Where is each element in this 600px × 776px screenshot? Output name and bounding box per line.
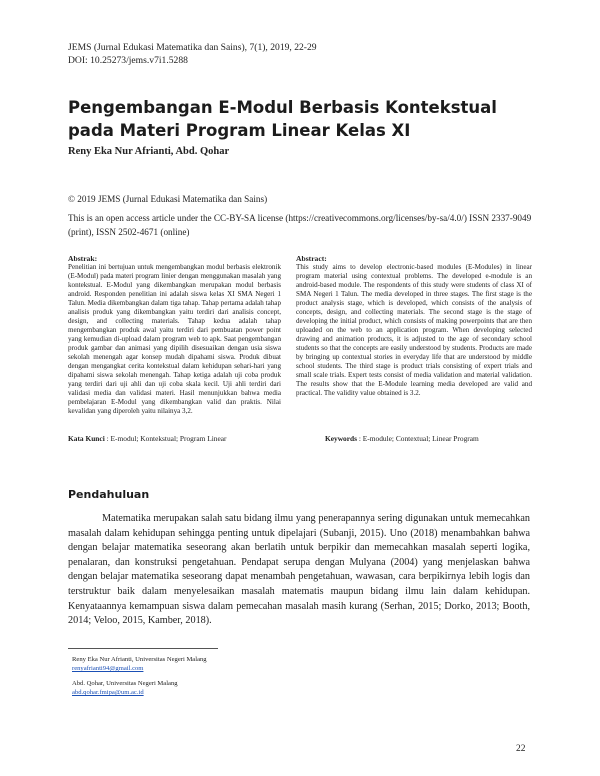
footnote-author-2-name: Abd. Qohar, Universitas Negeri Malang xyxy=(72,680,178,687)
keywords-indonesian-label: Kata Kunci xyxy=(68,434,105,443)
keywords-indonesian-text: : E-modul; Kontekstual; Program Linear xyxy=(106,434,227,443)
journal-citation: JEMS (Jurnal Edukasi Matematika dan Sains), 7(1), 2019, 22-29 xyxy=(68,42,317,53)
abstrak-text: Penelitian ini bertujuan untuk mengembangkan modul berbasis elektronik (E-Modul) pada materi program linier dengan menggunakan masalah yang kontekstual. E-Modul yang dikembangkan merupakan modul berbasis android. Responden penelitian ini adalah siswa kelas XI SMA Negeri 1 Talun. Media dikembangkan dalam tiga tahap. Tahap pertama adalah tahap analisis produk yang dikembangkan yaitu terdiri dari analisis concept, design, and collecting materials. Tahap kedua adalah tahap mengembangkan produk awal yaitu terdiri dari pembuatan power point yang kemudian di-upload dalam program web to apk. Saat pengembangan produk gambar dan animasi yang dipilih disesuaikan dengan usia siswa sekolah menengah agar konsep mudah dipahami siswa. Produk dibuat dengan mengangkat cerita kontekstual dalam kehidupan sehari-hari yang dipahami siswa sekolah menengah. Tahap ketiga adalah uji coba produk yang terdiri dari uji ahli dan uji coba skala kecil. Uji ahli terdiri dari validasi media dan validasi materi. Hasil menunjukkan bahwa media pembelajaran E-Modul yang dikembangkan valid dan praktis. Nilai kevalidan yang diperoleh yaitu nilainya 3,2. xyxy=(68,263,281,415)
footnote-author-1 xyxy=(72,655,207,673)
keywords-english xyxy=(325,434,479,443)
author-list: Reny Eka Nur Afrianti, Abd. Qohar xyxy=(68,146,230,157)
footnote-author-2 xyxy=(72,679,178,697)
keywords-indonesian xyxy=(68,434,227,443)
abstrak-heading: Abstrak: xyxy=(68,254,98,263)
abstract-heading: Abstract: xyxy=(296,254,327,263)
keywords-english-label: Keywords xyxy=(325,434,358,443)
license-notice: This is an open access article under the CC-BY-SA license (https://creativecommons.org/licenses/by-sa/4.0/) ISSN 2337-9049 (print), ISSN 2502-4671 (online) xyxy=(68,213,532,237)
abstrak-column xyxy=(68,254,281,416)
footnote-divider xyxy=(68,648,218,649)
page-number: 22 xyxy=(516,744,526,754)
footnote-author-1-name: Reny Eka Nur Afrianti, Universitas Negeri Malang xyxy=(72,656,207,663)
abstract-column xyxy=(296,254,532,398)
copyright-notice: © 2019 JEMS (Jurnal Edukasi Matematika dan Sains) xyxy=(68,194,268,204)
footnote-author-2-email[interactable]: abd.qohar.fmipa@um.ac.id xyxy=(72,689,144,696)
running-header xyxy=(68,42,317,67)
article-title: Pengembangan E-Modul Berbasis Kontekstual pada Materi Program Linear Kelas XI xyxy=(68,98,497,140)
intro-paragraph: Matematika merupakan salah satu bidang ilmu yang penerapannya sering digunakan untuk memecahkan masalah dalam kehidupan sehingga penting untuk dipelajari (Subanji, 2015). Uno (2018) menambahkan bahwa dengan belajar matematika seseorang akan berlatih untuk berpikir dan memecahkan masalah seperti logika, penalaran, dan konstruksi pengetahuan. Pendapat serupa dengan Mulyana (2004) yang menjelaskan bahwa dengan belajar matematika seseorang dapat menambah pengetahuan, wawasan, cara berpikirnya lebih logis dan terstruktur baik dalam menyelesaikan masalah matematis maupun bidang ilmu lain dalam kehidupan. Kenyataannya kemampuan siswa dalam pemecahan masalah masih kurang (Serhan, 2015; Dorko, 2013; Booth, 2014; Veloo, 2015, Kamber, 2018). xyxy=(68,513,530,627)
keywords-english-text: : E-module; Contextual; Linear Program xyxy=(358,434,479,443)
doi: DOI: 10.25273/jems.v7i1.5288 xyxy=(68,54,188,66)
footnote-author-1-email[interactable]: renyafrianti94@gmail.com xyxy=(72,665,144,672)
section-heading: Pendahuluan xyxy=(68,488,150,501)
abstract-text: This study aims to develop electronic-based modules (E-Modules) in linear program material using contextual problems. The developed e-module is an android-based module. The respondents of this study were students of class XI of SMA Negeri 1 Talun. The media developed in three stages. The first stage is the product analysis stage, which is developed, which consists of the analysis of concepts, design, and collecting materials. The second stage is the stage of developing the initial product, which consists of making powerpoints that are then uploaded on the web to an application program. When developing selected drawing and animation products, it is adjusted to the age of secondary school students so that the concepts are easily understood by students. Products are made by bringing up contextual stories in everyday life that are understood by middle school students. The third stage is product trials consisting of expert trials and small scale trials. Expert tests consist of media validation and material validation. The results show that the E-Module learning media developed are valid and practical. The validity value obtained is 3.2. xyxy=(296,263,532,397)
